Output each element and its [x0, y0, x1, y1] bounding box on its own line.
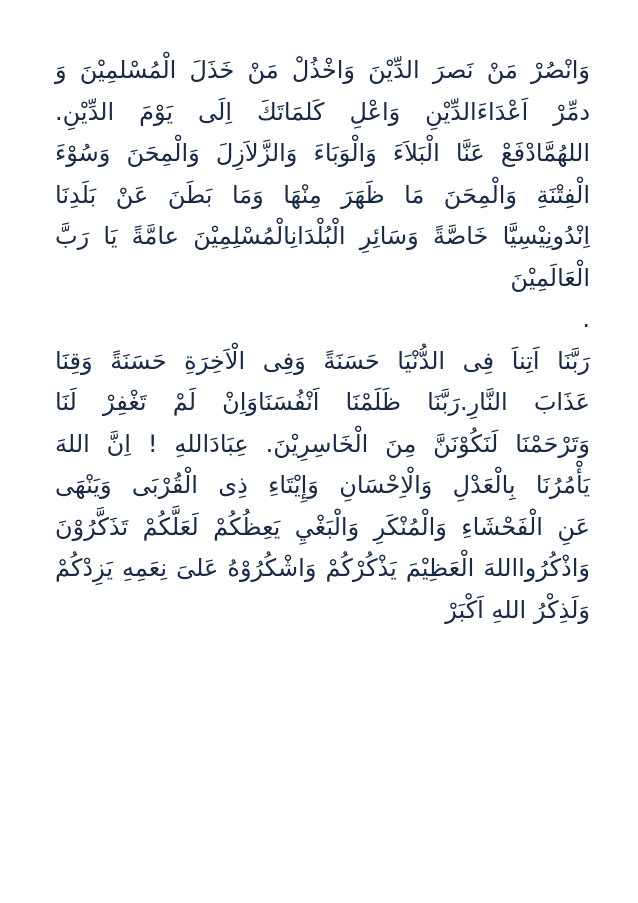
text-line: وَانْصُرْ مَنْ نَصرَ الدِّيْنَ وَاخْذُلْ مَنْ خَذَلَ الْمُسْلمِيْنَ وَ	[55, 56, 590, 84]
text-line: وَتَرْحَمْنَا لَنَكُوْنَنَّ مِنَ الْخَاسِرِيْنَ. عِبَادَاللهِ ! اِنَّ اللهَ	[55, 429, 590, 458]
text-line: رَبَّنَا اَتِناَ فِى الدُّنْيَا حَسَنَةً وَفِى الْاَخِرَةِ حَسَنَةً وَقِنَا	[55, 346, 590, 375]
text-line: عَنِ الْفَحْشَاءِ وَالْمُنْكَرِ وَالْبَغْيِ يَعِظُكُمْ لَعَلَّكُمْ تَذَكَّرُوْنَ	[55, 512, 590, 541]
text-line: يَأْمُرُنَا بِالْعَدْلِ وَالْاِحْسَانِ وَإِيْتَاءِ ذِى الْقُرْبَى وَيَنْهَى	[55, 471, 590, 499]
prayer-paragraph-2	[55, 341, 590, 632]
text-line: اِنْدُونِيْسِيَّا خَاصَّةً وَسَائِرِ الْبُلْدَانِالْمُسْلِمِيْنَ عامَّةً يَا رَبَّ	[55, 222, 590, 250]
text-line: وَلَذِكْرُ اللهِ اَكْبَرْ	[445, 595, 590, 624]
text-line: اللهُمَّادْفَعْ عَنَّا الْبَلاَءَ وَالْوَبَاءَ وَالزَّلاَزِلَ وَالْمِحَنَ وَسُوْءَ	[55, 139, 590, 167]
text-line: وَاذْكُرُوااللهَ الْعَظِيْمَ يَذْكُرْكُمْ وَاشْكُرُوْهُ عَلىَ نِعَمِهِ يَزِدْكُمْ	[55, 554, 590, 582]
text-line: دمِّرْ اَعْدَاءَالدِّيْنِ وَاعْلِ كَلمَاتَكَ اِلَى يَوْمَ الدِّيْنِ.	[55, 97, 590, 126]
text-line: عَذَابَ النَّارِ.رَبَّنَا ظَلَمْنَا اَنْفُسَنَاوَاِنْ لَمْ تَغْفِرْ لَنَا	[55, 388, 590, 416]
separator-dot: .	[582, 305, 590, 333]
prayer-paragraph-1	[55, 50, 590, 299]
text-line: الْفِتْنَةِ وَالْمِحَنَ مَا ظَهَرَ مِنْهَا وَمَا بَطَنَ عَنْ بَلَدِنَا	[55, 180, 590, 209]
document-page	[55, 50, 590, 631]
text-line: الْعَالَمِيْنَ	[510, 263, 590, 292]
